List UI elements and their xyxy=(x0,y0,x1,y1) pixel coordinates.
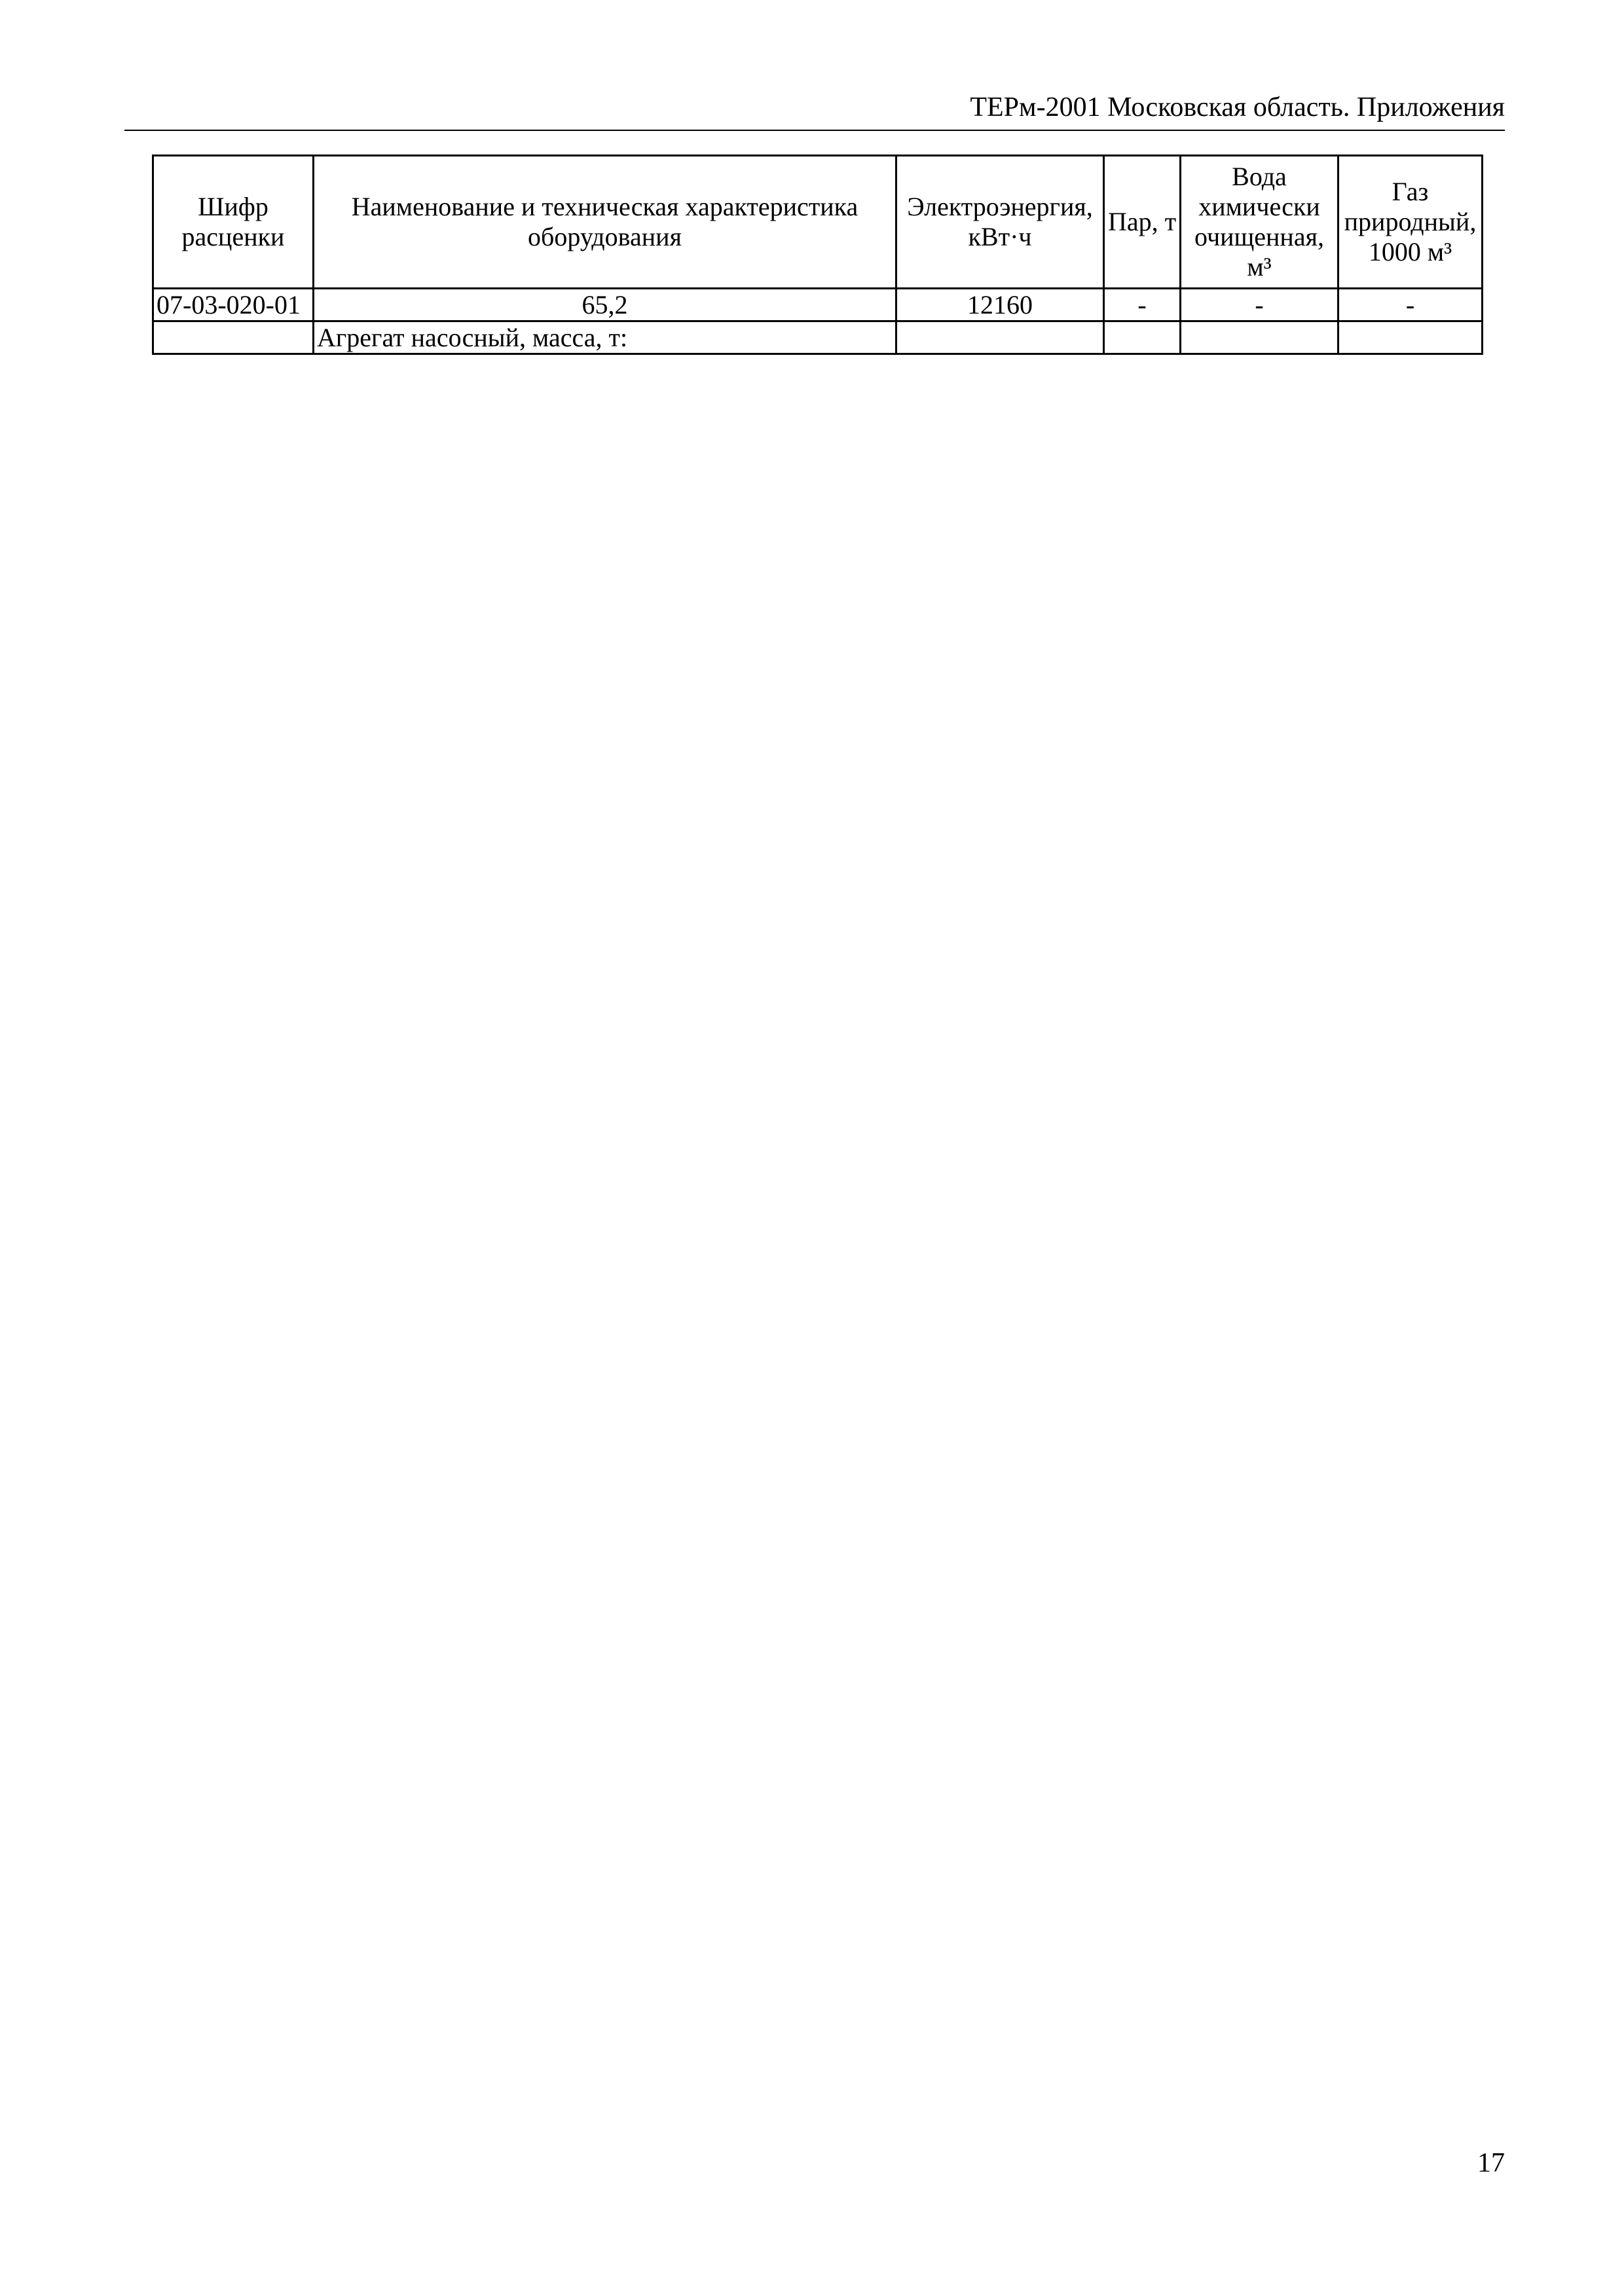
header-water: Вода химически очищенная, м³ xyxy=(1181,156,1338,289)
table-header-row xyxy=(153,156,1483,289)
group-electricity-cell xyxy=(896,321,1104,354)
consumption-table xyxy=(152,155,1483,355)
steam-cell: - xyxy=(1104,289,1181,321)
header-code: Шифр расценки xyxy=(153,156,314,289)
header-steam: Пар, т xyxy=(1104,156,1181,289)
table-body xyxy=(153,289,1483,354)
header-electricity: Электроэнергия, кВт·ч xyxy=(896,156,1104,289)
gas-cell: - xyxy=(1338,289,1483,321)
table-group-row xyxy=(153,321,1483,354)
running-header: ТЕРм-2001 Московская область. Приложения xyxy=(124,92,1505,131)
table-row xyxy=(153,289,1483,321)
electricity-cell: 12160 xyxy=(896,289,1104,321)
header-gas: Газ природный, 1000 м³ xyxy=(1338,156,1483,289)
header-name: Наименование и техническая характеристика оборудования xyxy=(314,156,896,289)
name-cell: 65,2 xyxy=(314,289,896,321)
group-title: Агрегат насосный, масса, т: xyxy=(314,321,896,354)
code-cell: 07-03-020-01 xyxy=(153,289,314,321)
page-number: 17 xyxy=(1477,2148,1505,2178)
water-cell: - xyxy=(1181,289,1338,321)
group-steam-cell xyxy=(1104,321,1181,354)
group-code-cell xyxy=(153,321,314,354)
group-water-cell xyxy=(1181,321,1338,354)
group-gas-cell xyxy=(1338,321,1483,354)
